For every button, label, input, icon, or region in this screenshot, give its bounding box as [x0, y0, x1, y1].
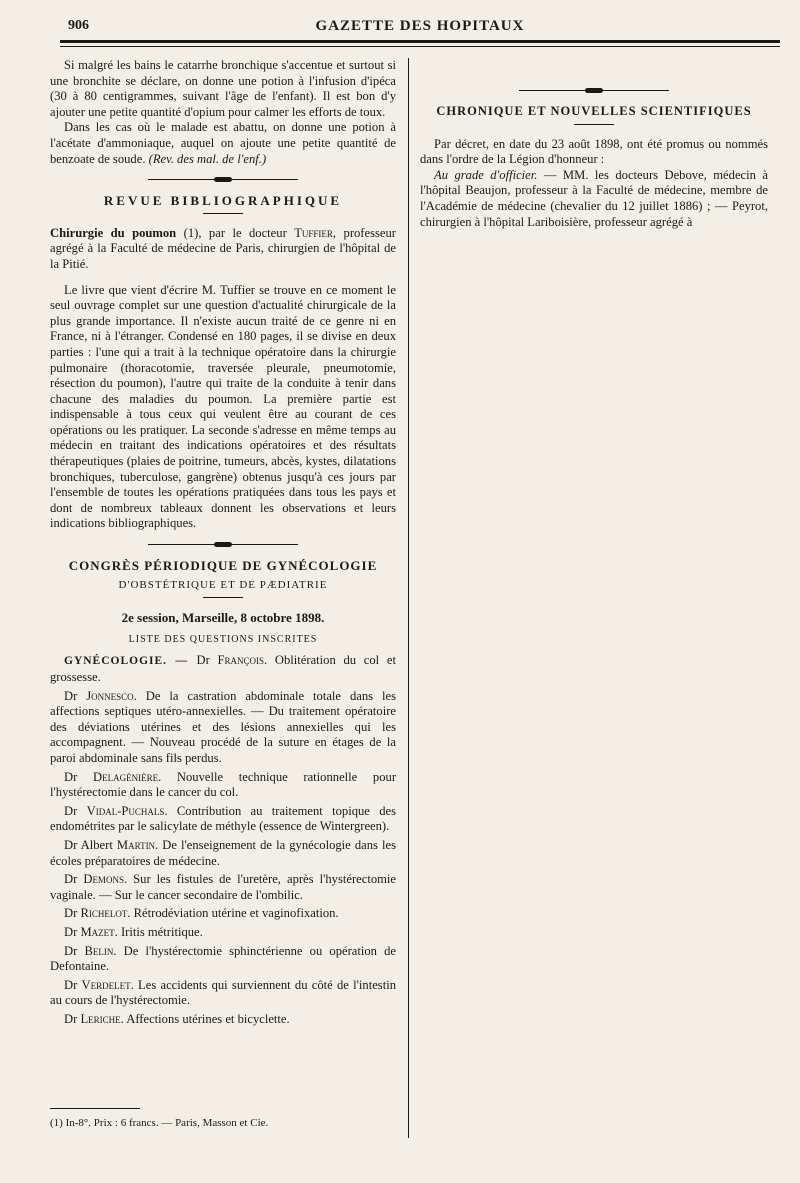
journal-title: GAZETTE DES HOPITAUX [315, 18, 525, 34]
item-prefix: Dr [64, 924, 81, 939]
officer-paragraph [420, 168, 768, 230]
item-prefix: Dr [64, 943, 85, 958]
gynecology-list [50, 653, 396, 1027]
item-prefix: Dr [196, 653, 218, 668]
officer-label: Au grade d'officier. [434, 167, 538, 182]
item-author: Demons [83, 872, 124, 887]
book-heading [50, 226, 396, 273]
short-rule [203, 597, 243, 598]
short-rule [574, 124, 614, 125]
item-prefix: Dr [64, 769, 93, 784]
item-author: Richelot [80, 906, 128, 921]
revue-title: REVUE BIBLIOGRAPHIQUE [103, 193, 343, 209]
list-item [50, 689, 396, 767]
book-review: Le livre que vient d'écrire M. Tuffier se trouve en ce moment le seul ouvrage complet sur une question d'actualité chirurgicale de la plus grande importance. Il n'existe aucun traité de ce genre ni en France, ni à l'étranger. Condensé en 180 pages, il se divise en deux parties : l'une qui a trait à la technique opératoire dans la chirurgie pulmonaire (thoracotomie, traversée pleurale, pneumotomie, résection du poumon), l'autre qui traite de la conduite à tenir dans chacune des maladies du poumon. La première partie est indispensable à tous ceux qui veulent être au courant de ces opérations ou les pratiquer. La seconde s'adresse en même temps au médecin en traitant des indications opératoires et des résultats thérapeutiques (plaies de poitrine, tumeurs, abcès, kystes, dilatations bronchiques, tuberculose, gangrène) obtenus jusqu'à ces jours par l'ensemble de toutes les opérations pratiquées dans tous les pays et dont de nombreux tableaux donnent les observations et leurs indications bibliographiques. [50, 282, 396, 531]
item-prefix: Dr [64, 688, 87, 703]
list-item [50, 653, 396, 685]
list-item [50, 925, 396, 941]
congress-subtitle: D'OBSTÉTRIQUE ET DE PÆDIATRIE [118, 578, 328, 591]
item-author: Vidal-Puchals [86, 803, 165, 818]
item-text: . De la castration abdominale totale dans les affections septiques utéro-annexielles. — Du traitement opératoire des déviations utérines et des lésions annexielles qui les accompagnent. — Nouveau procédé de la suture en étages de la paroi abdominale sans fils perdus. [50, 688, 397, 765]
item-text: . Sur les fistules de l'uretère, après l'hystérectomie vaginale. — Sur le cancer secondaire de l'ombilic. [50, 872, 396, 902]
ornament-rule [519, 88, 669, 94]
left-column [50, 58, 396, 1030]
item-prefix: Dr [64, 803, 87, 818]
book-note-ref: (1) [183, 225, 199, 240]
list-item [50, 804, 396, 835]
item-author: François [217, 653, 265, 668]
congress-title: CONGRÈS PÉRIODIQUE DE GYNÉCOLOGIE [68, 558, 378, 574]
item-text: . Rétrodéviation utérine et vaginofixation. [127, 906, 339, 921]
header-rule-thin [60, 46, 780, 47]
list-item [50, 906, 396, 922]
item-text: . De l'enseignement de la gynécologie dans les écoles préparatoires de médecine. [50, 837, 396, 868]
item-prefix: Dr [64, 1011, 81, 1026]
item-prefix: Dr [64, 977, 82, 992]
spacer [50, 273, 396, 283]
questions-list-title: LISTE DES QUESTIONS INSCRITES [128, 633, 318, 645]
column-separator [408, 58, 409, 1138]
header-rule-thick [60, 40, 780, 43]
book-author-rest: , professeur agrégé à la Faculté de médecine de Paris, chirurgien de l'hôpital de la Pitié. [50, 225, 396, 271]
list-item [50, 944, 396, 975]
book-author: Tuffier [294, 225, 333, 240]
item-text: . Nouvelle technique rationnelle pour l'hystérectomie dans le cancer du col. [50, 769, 397, 800]
item-author: Leriche [80, 1011, 121, 1026]
intro-paragraph-1: Si malgré les bains le catarrhe bronchique s'accentue et surtout si une bronchite se déclare, on donne une potion à l'infusion d'ipéca (30 à 80 centigrammes, suivant l'âge de l'enfant). Il est bon d'y ajouter une petite quantité d'opium pour calmer les efforts de toux. [50, 58, 396, 119]
book-author-text: , par le docteur [198, 225, 295, 240]
item-prefix: Dr [64, 872, 84, 887]
section-subhead: GYNÉCOLOGIE. — [64, 655, 197, 668]
item-text: . Contribution au traitement topique des endométrites par le salicylate de méthyle (essence de Wintergreen). [50, 803, 397, 834]
intro-source: (Rev. des mal. de l'enf.) [148, 151, 267, 166]
list-item [50, 1012, 396, 1028]
chronicle-title: CHRONIQUE ET NOUVELLES SCIENTIFIQUES [436, 104, 752, 118]
footnote-rule [50, 1108, 140, 1109]
decree-paragraph: Par décret, en date du 23 août 1898, ont été promus ou nommés dans l'ordre de la Légion d'honneur : [420, 136, 768, 167]
footnote: (1) In-8°. Prix : 6 francs. — Paris, Masson et Cie. [50, 1117, 269, 1129]
item-author: Delagénière [92, 769, 159, 784]
ornament-rule [148, 542, 298, 548]
item-text: . Les accidents qui surviennent du côté de l'intestin au cours de l'hystérectomie. [50, 977, 396, 1008]
spacer [420, 58, 768, 68]
item-text: . Affections utérines et bicyclette. [120, 1011, 290, 1026]
item-author: Belin [84, 943, 114, 958]
officer-text: — MM. les docteurs Debove, médecin à l'hôpital Beaujon, professeur à la Faculté de médecine, membre de l'Académie de médecine (chevalier du 12 juillet 1886) ; — Peyrot, chirurgien à l'hôpital Lariboisière, professeur agrégé à [420, 167, 768, 229]
page-header [60, 14, 780, 54]
page-number: 906 [68, 18, 89, 33]
item-author: Mazet [80, 924, 115, 939]
list-item [50, 872, 396, 903]
item-prefix: Dr Albert [64, 837, 117, 852]
item-author: Verdelet [81, 977, 131, 992]
item-text: . Iritis métritique. [114, 924, 203, 939]
right-column [420, 58, 768, 230]
session-title: 2e session, Marseille, 8 octobre 1898. [121, 610, 325, 626]
list-item [50, 838, 396, 869]
item-text: . De l'hystérectomie sphinctérienne ou opération de Defontaine. [50, 943, 397, 974]
book-title: Chirurgie du poumon [50, 225, 177, 240]
item-author: Martin [116, 837, 156, 852]
ornament-rule [148, 177, 298, 183]
list-item [50, 978, 396, 1009]
intro-paragraph-2 [50, 120, 396, 167]
item-text: . Oblitération du col et grossesse. [50, 653, 397, 684]
intro-paragraph-2-text: Dans les cas où le malade est abattu, on donne une potion à l'acétate d'ammoniaque, auquel on ajoute une petite quantité de benzoate de soude. [50, 120, 396, 166]
item-prefix: Dr [64, 906, 81, 921]
spacer [420, 68, 768, 78]
short-rule [203, 213, 243, 214]
item-author: Jonnesco [86, 688, 134, 703]
list-item [50, 770, 396, 801]
